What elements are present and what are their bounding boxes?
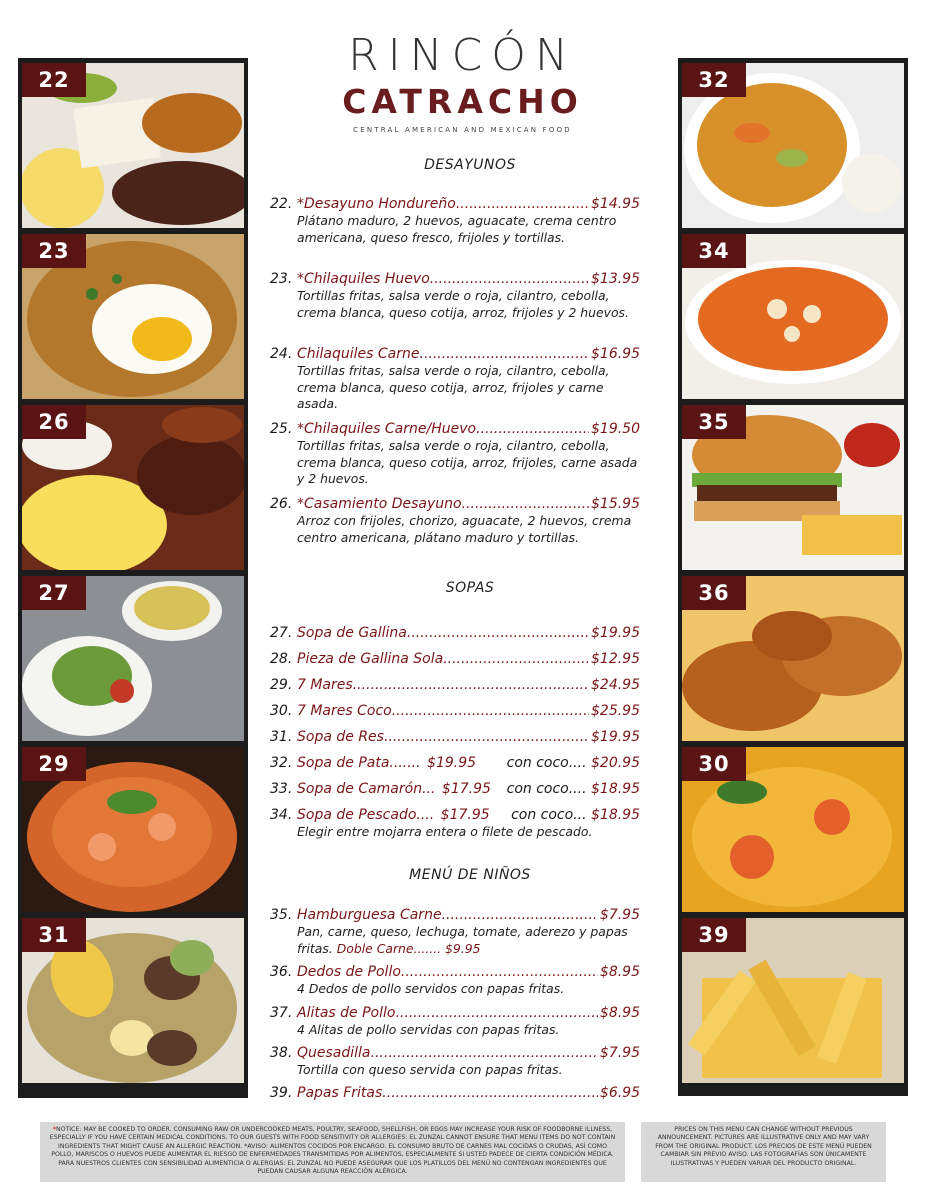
photo-item-35	[682, 405, 904, 570]
item-price: $17.95	[440, 807, 490, 823]
item-price: $7.95	[599, 907, 640, 923]
item-extra: con coco....	[506, 781, 587, 797]
menu-item-38	[270, 1044, 640, 1079]
item-extra: con coco...	[511, 807, 587, 823]
item-name: 7 Mares	[297, 677, 353, 693]
photo-item-39	[682, 918, 904, 1083]
item-dots: ....	[416, 807, 435, 823]
photo-item-29	[22, 747, 244, 912]
menu-item-37	[270, 1004, 640, 1039]
item-name: Quesadilla	[297, 1045, 371, 1061]
allergy-notice	[40, 1122, 625, 1182]
logo-line-1: RINCÓN	[348, 30, 577, 81]
item-number: 27.	[270, 625, 293, 641]
item-description: Plátano maduro, 2 huevos, aguacate, crema centro americana, queso fresco, frijoles y tortillas.	[297, 213, 617, 245]
allergy-notice-text: NOTICE: MAY BE COOKED TO ORDER. CONSUMING RAW OR UNDERCOOKED MEATS, POULTRY, SEAFOOD, SHELLFISH, OR EGGS MAY INCREASE YOUR RISK OF FOODBORNE ILLNESS, ESPECIALLY IF YOU HAVE CERTAIN MEDICAL CONDITIONS. TO OUR GUESTS WITH FOOD SENSITIVITY OR ALLERGIES: EL ZUNZAL CANNOT ENSURE THAT MENU ITEMS DO NOT CONTAIN INGREDIENTS THAT MIGHT CAUSE AN ALLERGIC REACTION. *AVISO: ALIMENTOS COCIDOS POR ENCARGO. EL CONSUMO BRUTO DE CARNES MAL COCIDAS O CRUDAS, ASÍ COMO POLLO, MARISCOS O HUEVOS PUEDE AUMENTAR EL RIESGO DE ENFERMEDADES TRANSMITIDAS POR ALIMENTOS, ESPECIALMENTE SI USTED PADECE DE CIERTA CONDICIÓN MÉDICA. PARA NUESTROS CLIENTES CON SENSIBILIDAD ALIMENTICIA O ALERGIAS: EL ZUNZAL NO PUEDE ASEGURAR QUE LOS PLATILLOS DEL MENÚ NO CONTENGAN INGREDIENTES QUE PUEDAN CAUSAR ALGUNA REACCIÓN ALÉRGICA.	[49, 1126, 616, 1176]
item-name: 7 Mares Coco	[297, 703, 392, 719]
item-number: 28.	[270, 651, 293, 667]
item-number: 23.	[270, 271, 293, 287]
menu-item-22	[270, 195, 640, 246]
section-title-desayunos: DESAYUNOS	[424, 157, 516, 173]
menu-item-27	[270, 624, 640, 642]
item-number: 36.	[270, 964, 293, 980]
item-number: 39.	[270, 1085, 293, 1101]
item-name: Sopa de Res	[297, 729, 384, 745]
item-name: Pieza de Gallina Sola	[297, 651, 444, 667]
item-extra-price: $20.95	[591, 755, 640, 771]
item-description: 4 Dedos de pollo servidos con papas fritas.	[297, 981, 565, 996]
photo-item-22	[22, 63, 244, 228]
item-number: 34.	[270, 807, 293, 823]
item-description: Tortilla con queso servida con papas fritas.	[297, 1062, 563, 1077]
price-notice-text: PRICES ON THIS MENU CAN CHANGE WITHOUT PREVIOUS ANNOUNCEMENT. PICTURES ARE ILLUSTRATIVE ONLY AND MAY VARY FROM THE ORIGINAL PRODUCT. LOS PRECIOS DE ESTE MENÚ PUEDEN CAMBIAR SIN PREVIO AVISO. LAS FOTOGRAFÍAS SON ÚNICAMENTE ILUSTRATIVAS Y PUEDEN VARIAR DEL PRODUCTO ORIGINAL.	[655, 1126, 872, 1167]
item-name: Sopa de Camarón	[297, 781, 423, 797]
photo-number: 32	[682, 63, 746, 97]
menu-item-33	[270, 780, 640, 798]
photo-number: 27	[22, 576, 86, 610]
item-name: *Chilaquiles Huevo	[297, 271, 430, 287]
item-name: Sopa de Pata	[297, 755, 390, 771]
item-description-text: Pan, carne, queso, lechuga, tomate, aderezo y papas fritas.	[297, 924, 628, 956]
photo-number: 26	[22, 405, 86, 439]
item-price: $7.95	[599, 1045, 640, 1061]
item-price: $19.95	[591, 729, 640, 745]
item-price: $8.95	[599, 1005, 640, 1021]
item-price: $19.95	[427, 755, 477, 771]
item-name: *Desayuno Hondureño	[297, 196, 456, 212]
item-extra-price: $18.95	[591, 781, 640, 797]
item-price: $8.95	[599, 964, 640, 980]
item-price: $15.95	[591, 496, 640, 512]
photo-number: 29	[22, 747, 86, 781]
item-number: 32.	[270, 755, 293, 771]
item-name: Alitas de Pollo	[297, 1005, 396, 1021]
item-name: Chilaquiles Carne	[297, 346, 420, 362]
item-dots: .......	[389, 755, 421, 771]
item-description: Tortillas fritas, salsa verde o roja, cilantro, cebolla, crema blanca, queso cotija, arroz, frijoles y carne asada.	[297, 363, 610, 411]
item-price: $19.50	[591, 421, 640, 437]
item-dots: ...	[422, 781, 436, 797]
item-number: 29.	[270, 677, 293, 693]
item-description: Tortillas fritas, salsa verde o roja, cilantro, cebolla, crema blanca, queso cotija, arroz, frijoles, carne asada y 2 huevos.	[297, 438, 638, 486]
menu-item-35	[270, 906, 640, 957]
item-number: 33.	[270, 781, 293, 797]
restaurant-logo	[290, 30, 635, 134]
section-title-sopas: SOPAS	[445, 580, 495, 596]
notice-star: *	[52, 1126, 56, 1133]
photo-item-27	[22, 576, 244, 741]
photo-item-31	[22, 918, 244, 1083]
item-name: Sopa de Pescado	[297, 807, 417, 823]
photo-number: 22	[22, 63, 86, 97]
item-price: $25.95	[591, 703, 640, 719]
menu-item-30	[270, 702, 640, 720]
item-price: $19.95	[591, 625, 640, 641]
menu-item-39	[270, 1084, 640, 1102]
item-number: 25.	[270, 421, 293, 437]
item-number: 26.	[270, 496, 293, 512]
menu-item-28	[270, 650, 640, 668]
menu-item-26	[270, 495, 640, 546]
photo-item-32	[682, 63, 904, 228]
photo-column-left	[18, 58, 248, 1098]
item-name: Papas Fritas	[297, 1085, 383, 1101]
photo-number: 30	[682, 747, 746, 781]
item-extra: con coco....	[506, 755, 587, 771]
item-name: Hamburguesa Carne	[297, 907, 442, 923]
item-description: Tortillas fritas, salsa verde o roja, cilantro, cebolla, crema blanca, queso cotija, arroz, frijoles y 2 huevos.	[297, 288, 629, 320]
photo-item-23	[22, 234, 244, 399]
logo-tagline: CENTRAL AMERICAN AND MEXICAN FOOD	[353, 126, 572, 134]
price-notice	[641, 1122, 886, 1182]
menu-item-36	[270, 963, 640, 998]
item-number: 37.	[270, 1005, 293, 1021]
item-number: 30.	[270, 703, 293, 719]
menu-item-23	[270, 270, 640, 321]
item-price: $6.95	[599, 1085, 640, 1101]
photo-item-36	[682, 576, 904, 741]
photo-column-right	[678, 58, 908, 1096]
item-number: 31.	[270, 729, 293, 745]
photo-number: 23	[22, 234, 86, 268]
item-name: Dedos de Pollo	[297, 964, 401, 980]
menu-item-29	[270, 676, 640, 694]
item-extra-price: $18.95	[591, 807, 640, 823]
menu-item-24	[270, 345, 640, 413]
photo-number: 31	[22, 918, 86, 952]
item-description-accent: Doble Carne....... $9.95	[336, 940, 481, 956]
photo-number: 34	[682, 234, 746, 268]
menu-item-25	[270, 420, 640, 488]
menu-item-34	[270, 806, 640, 841]
photo-item-30	[682, 747, 904, 912]
item-price: $13.95	[591, 271, 640, 287]
item-number: 35.	[270, 907, 293, 923]
photo-number: 39	[682, 918, 746, 952]
section-title-ninos: MENÚ DE NIÑOS	[409, 867, 531, 883]
item-description: Elegir entre mojarra entera o filete de pescado.	[297, 824, 593, 839]
logo-line-2: CATRACHO	[342, 82, 583, 121]
menu-item-31	[270, 728, 640, 746]
photo-item-34	[682, 234, 904, 399]
item-number: 38.	[270, 1045, 293, 1061]
item-description	[297, 924, 640, 957]
item-name: *Chilaquiles Carne/Huevo	[297, 421, 477, 437]
item-description: 4 Alitas de pollo servidas con papas fritas.	[297, 1022, 560, 1037]
item-price: $16.95	[591, 346, 640, 362]
item-description: Arroz con frijoles, chorizo, aguacate, 2 huevos, crema centro americana, plátano maduro y tortillas.	[297, 513, 632, 545]
item-price: $24.95	[591, 677, 640, 693]
photo-item-26	[22, 405, 244, 570]
item-price: $12.95	[591, 651, 640, 667]
photo-number: 36	[682, 576, 746, 610]
item-name: Sopa de Gallina	[297, 625, 407, 641]
item-number: 22.	[270, 196, 293, 212]
photo-number: 35	[682, 405, 746, 439]
menu-item-32	[270, 754, 640, 772]
item-number: 24.	[270, 346, 293, 362]
item-price: $14.95	[591, 196, 640, 212]
item-price: $17.95	[441, 781, 491, 797]
item-name: *Casamiento Desayuno	[297, 496, 462, 512]
